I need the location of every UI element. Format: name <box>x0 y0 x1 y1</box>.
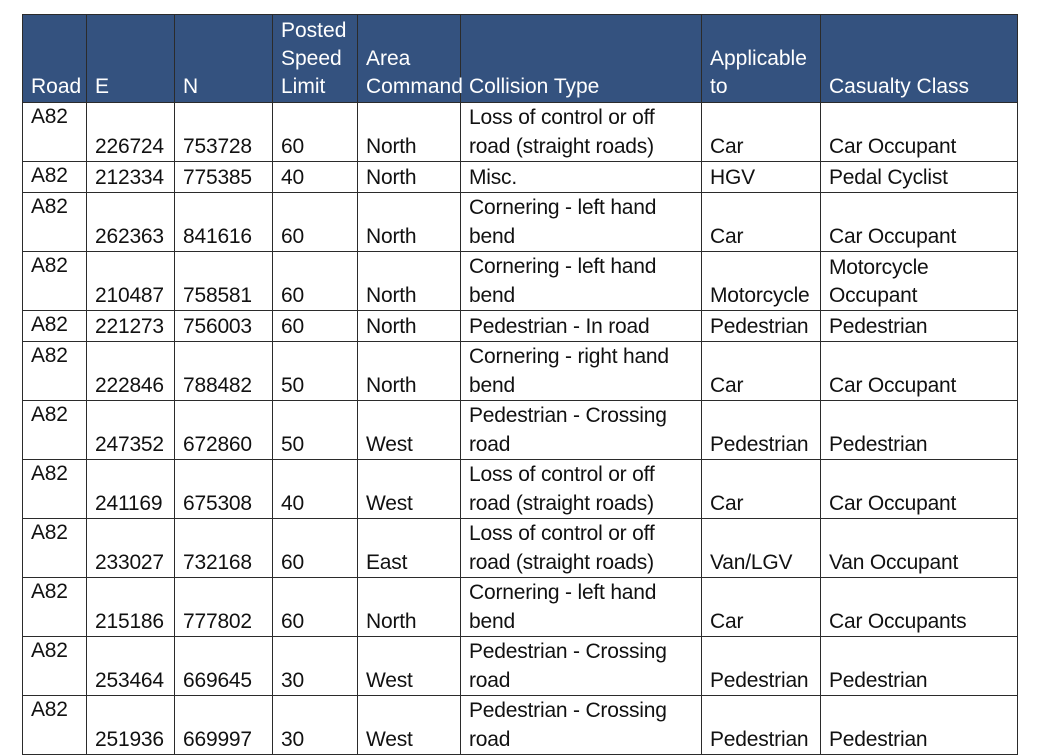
table-row <box>23 342 1018 401</box>
cell-collision-type: Loss of control or off road (straight roads) <box>461 103 702 162</box>
cell-northing: 669645 <box>175 637 273 696</box>
cell-posted-speed-limit: 50 <box>273 342 358 401</box>
cell-applicable-to: Pedestrian <box>702 311 821 342</box>
cell-casualty-class: Pedestrian <box>821 637 1018 696</box>
cell-posted-speed-limit: 60 <box>273 103 358 162</box>
table-row <box>23 103 1018 162</box>
cell-collision-type: Pedestrian - Crossing road <box>461 637 702 696</box>
cell-collision-type: Pedestrian - Crossing road <box>461 696 702 755</box>
cell-casualty-class: Car Occupants <box>821 578 1018 637</box>
cell-road: A82 <box>23 519 87 578</box>
cell-casualty-class: Pedestrian <box>821 696 1018 755</box>
cell-road: A82 <box>23 342 87 401</box>
cell-collision-type: Cornering - right hand bend <box>461 342 702 401</box>
cell-easting: 262363 <box>87 193 175 252</box>
cell-posted-speed-limit: 50 <box>273 401 358 460</box>
cell-applicable-to: Car <box>702 460 821 519</box>
table-row <box>23 311 1018 342</box>
cell-casualty-class: Pedestrian <box>821 401 1018 460</box>
cell-posted-speed-limit: 60 <box>273 252 358 311</box>
cell-posted-speed-limit: 40 <box>273 162 358 193</box>
cell-area-command: North <box>358 103 461 162</box>
cell-northing: 675308 <box>175 460 273 519</box>
cell-casualty-class: Car Occupant <box>821 193 1018 252</box>
cell-collision-type: Pedestrian - In road <box>461 311 702 342</box>
cell-northing: 669997 <box>175 696 273 755</box>
cell-posted-speed-limit: 60 <box>273 519 358 578</box>
cell-collision-type: Cornering - left hand bend <box>461 193 702 252</box>
collision-table <box>22 14 1018 755</box>
cell-collision-type: Loss of control or off road (straight roads) <box>461 519 702 578</box>
cell-northing: 732168 <box>175 519 273 578</box>
cell-area-command: North <box>358 311 461 342</box>
cell-road: A82 <box>23 311 87 342</box>
header-e: E <box>87 15 175 103</box>
cell-northing: 756003 <box>175 311 273 342</box>
cell-casualty-class: Car Occupant <box>821 460 1018 519</box>
cell-applicable-to: Car <box>702 342 821 401</box>
cell-posted-speed-limit: 60 <box>273 311 358 342</box>
cell-area-command: North <box>358 252 461 311</box>
header-casualty-class: Casualty Class <box>821 15 1018 103</box>
cell-casualty-class: Van Occupant <box>821 519 1018 578</box>
cell-area-command: North <box>358 162 461 193</box>
header-area-command: Area Command <box>358 15 461 103</box>
cell-casualty-class: Car Occupant <box>821 103 1018 162</box>
cell-posted-speed-limit: 30 <box>273 696 358 755</box>
cell-area-command: North <box>358 193 461 252</box>
header-collision-type: Collision Type <box>461 15 702 103</box>
cell-easting: 215186 <box>87 578 175 637</box>
cell-collision-type: Cornering - left hand bend <box>461 578 702 637</box>
cell-northing: 841616 <box>175 193 273 252</box>
cell-applicable-to: Pedestrian <box>702 637 821 696</box>
cell-applicable-to: Van/LGV <box>702 519 821 578</box>
cell-posted-speed-limit: 60 <box>273 578 358 637</box>
cell-area-command: West <box>358 460 461 519</box>
cell-road: A82 <box>23 401 87 460</box>
cell-easting: 226724 <box>87 103 175 162</box>
cell-area-command: West <box>358 696 461 755</box>
cell-collision-type: Pedestrian - Crossing road <box>461 401 702 460</box>
header-row <box>23 15 1018 103</box>
cell-easting: 210487 <box>87 252 175 311</box>
cell-applicable-to: HGV <box>702 162 821 193</box>
cell-northing: 777802 <box>175 578 273 637</box>
table-row <box>23 193 1018 252</box>
cell-road: A82 <box>23 103 87 162</box>
cell-area-command: East <box>358 519 461 578</box>
cell-area-command: West <box>358 401 461 460</box>
table-row <box>23 401 1018 460</box>
cell-area-command: North <box>358 578 461 637</box>
cell-applicable-to: Motorcycle <box>702 252 821 311</box>
cell-applicable-to: Pedestrian <box>702 696 821 755</box>
table-row <box>23 519 1018 578</box>
cell-posted-speed-limit: 40 <box>273 460 358 519</box>
cell-casualty-class: Pedestrian <box>821 311 1018 342</box>
header-n: N <box>175 15 273 103</box>
table-body <box>23 103 1018 755</box>
cell-collision-type: Loss of control or off road (straight roads) <box>461 460 702 519</box>
table-row <box>23 578 1018 637</box>
cell-applicable-to: Car <box>702 193 821 252</box>
cell-easting: 241169 <box>87 460 175 519</box>
cell-casualty-class: Pedal Cyclist <box>821 162 1018 193</box>
cell-road: A82 <box>23 578 87 637</box>
cell-northing: 775385 <box>175 162 273 193</box>
cell-area-command: West <box>358 637 461 696</box>
cell-easting: 233027 <box>87 519 175 578</box>
table-row <box>23 637 1018 696</box>
cell-northing: 758581 <box>175 252 273 311</box>
cell-road: A82 <box>23 252 87 311</box>
cell-road: A82 <box>23 460 87 519</box>
cell-northing: 788482 <box>175 342 273 401</box>
cell-casualty-class: Car Occupant <box>821 342 1018 401</box>
table-row <box>23 696 1018 755</box>
cell-area-command: North <box>358 342 461 401</box>
header-applicable-to: Applicable to <box>702 15 821 103</box>
table-row <box>23 252 1018 311</box>
cell-collision-type: Misc. <box>461 162 702 193</box>
cell-posted-speed-limit: 30 <box>273 637 358 696</box>
cell-easting: 222846 <box>87 342 175 401</box>
cell-road: A82 <box>23 162 87 193</box>
cell-applicable-to: Car <box>702 578 821 637</box>
cell-applicable-to: Pedestrian <box>702 401 821 460</box>
cell-applicable-to: Car <box>702 103 821 162</box>
cell-northing: 753728 <box>175 103 273 162</box>
cell-posted-speed-limit: 60 <box>273 193 358 252</box>
cell-collision-type: Cornering - left hand bend <box>461 252 702 311</box>
cell-road: A82 <box>23 696 87 755</box>
cell-road: A82 <box>23 193 87 252</box>
cell-road: A82 <box>23 637 87 696</box>
table-row <box>23 162 1018 193</box>
header-posted-speed-limit: Posted Speed Limit <box>273 15 358 103</box>
cell-easting: 221273 <box>87 311 175 342</box>
table-row <box>23 460 1018 519</box>
cell-casualty-class: Motorcycle Occupant <box>821 252 1018 311</box>
cell-easting: 251936 <box>87 696 175 755</box>
cell-northing: 672860 <box>175 401 273 460</box>
cell-easting: 247352 <box>87 401 175 460</box>
header-road: Road <box>23 15 87 103</box>
cell-easting: 212334 <box>87 162 175 193</box>
cell-easting: 253464 <box>87 637 175 696</box>
